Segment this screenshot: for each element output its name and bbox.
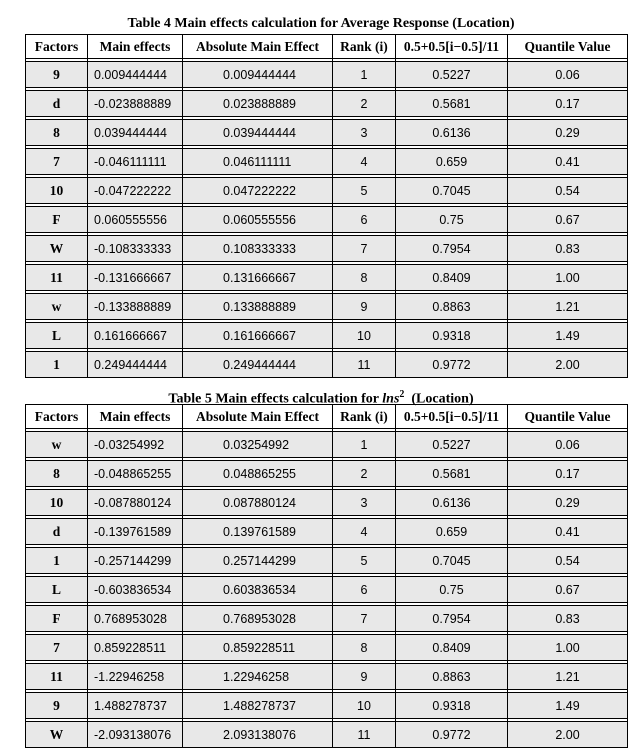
factor-cell: 7 — [26, 635, 88, 661]
quantile-value-cell: 0.41 — [508, 149, 628, 175]
rank-cell: 2 — [333, 461, 396, 487]
factor-cell: F — [26, 606, 88, 632]
formula-value-cell: 0.8863 — [396, 294, 508, 320]
rank-cell: 2 — [333, 91, 396, 117]
main-effect-cell: 0.161666667 — [88, 323, 183, 349]
quantile-value-cell: 0.17 — [508, 461, 628, 487]
absolute-main-effect-cell: 0.023888889 — [183, 91, 333, 117]
main-effect-cell: 0.009444444 — [88, 62, 183, 88]
rank-cell: 10 — [333, 323, 396, 349]
quantile-value-cell: 1.00 — [508, 265, 628, 291]
main-effect-cell: -0.087880124 — [88, 490, 183, 516]
main-effect-cell: 0.039444444 — [88, 120, 183, 146]
column-header-quantile-value: Quantile Value — [508, 35, 628, 59]
main-effect-cell: -1.22946258 — [88, 664, 183, 690]
table-4-body — [26, 59, 628, 378]
table-row — [26, 664, 628, 690]
formula-value-cell: 0.9318 — [396, 693, 508, 719]
factor-cell: L — [26, 577, 88, 603]
quantile-value-cell: 1.21 — [508, 294, 628, 320]
table-row — [26, 62, 628, 88]
factor-cell: L — [26, 323, 88, 349]
table-5-caption-prefix: Table 5 Main effects calculation for — [168, 391, 383, 407]
quantile-value-cell: 0.41 — [508, 519, 628, 545]
table-5-header-row — [26, 405, 628, 429]
formula-value-cell: 0.7954 — [396, 606, 508, 632]
absolute-main-effect-cell: 0.131666667 — [183, 265, 333, 291]
absolute-main-effect-cell: 0.060555556 — [183, 207, 333, 233]
rank-cell: 10 — [333, 693, 396, 719]
table-5-body — [26, 429, 628, 748]
quantile-value-cell: 0.17 — [508, 91, 628, 117]
formula-value-cell: 0.6136 — [396, 120, 508, 146]
formula-value-cell: 0.5227 — [396, 432, 508, 458]
formula-value-cell: 0.5227 — [396, 62, 508, 88]
main-effect-cell: 0.768953028 — [88, 606, 183, 632]
main-effect-cell: 0.249444444 — [88, 352, 183, 378]
table-5-caption-superscript: 2 — [399, 389, 405, 400]
main-effect-cell: -0.133888889 — [88, 294, 183, 320]
factor-cell: F — [26, 207, 88, 233]
absolute-main-effect-cell: 0.009444444 — [183, 62, 333, 88]
rank-cell: 7 — [333, 606, 396, 632]
rank-cell: 5 — [333, 178, 396, 204]
quantile-value-cell: 0.54 — [508, 548, 628, 574]
formula-value-cell: 0.5681 — [396, 461, 508, 487]
table-row — [26, 178, 628, 204]
rank-cell: 4 — [333, 519, 396, 545]
factor-cell: 8 — [26, 461, 88, 487]
absolute-main-effect-cell: 0.133888889 — [183, 294, 333, 320]
rank-cell: 1 — [333, 62, 396, 88]
absolute-main-effect-cell: 0.161666667 — [183, 323, 333, 349]
factor-cell: W — [26, 722, 88, 748]
main-effect-cell: -0.108333333 — [88, 236, 183, 262]
rank-cell: 1 — [333, 432, 396, 458]
column-header-formula: 0.5+0.5[i−0.5]/11 — [396, 35, 508, 59]
absolute-main-effect-cell: 2.093138076 — [183, 722, 333, 748]
table-5-caption-suffix: (Location) — [404, 391, 474, 407]
table-row — [26, 490, 628, 516]
absolute-main-effect-cell: 0.139761589 — [183, 519, 333, 545]
absolute-main-effect-cell: 0.03254992 — [183, 432, 333, 458]
absolute-main-effect-cell: 0.249444444 — [183, 352, 333, 378]
column-header-main-effects: Main effects — [88, 35, 183, 59]
rank-cell: 6 — [333, 207, 396, 233]
factor-cell: w — [26, 432, 88, 458]
formula-value-cell: 0.659 — [396, 149, 508, 175]
table-row — [26, 294, 628, 320]
column-header-formula: 0.5+0.5[i−0.5]/11 — [396, 405, 508, 429]
formula-value-cell: 0.9318 — [396, 323, 508, 349]
quantile-value-cell: 0.83 — [508, 606, 628, 632]
table-row — [26, 91, 628, 117]
table-row — [26, 265, 628, 291]
absolute-main-effect-cell: 0.768953028 — [183, 606, 333, 632]
absolute-main-effect-cell: 1.22946258 — [183, 664, 333, 690]
main-effect-cell: -0.046111111 — [88, 149, 183, 175]
table-row — [26, 693, 628, 719]
factor-cell: 8 — [26, 120, 88, 146]
main-effect-cell: 0.859228511 — [88, 635, 183, 661]
formula-value-cell: 0.6136 — [396, 490, 508, 516]
absolute-main-effect-cell: 0.257144299 — [183, 548, 333, 574]
quantile-value-cell: 1.49 — [508, 323, 628, 349]
factor-cell: 9 — [26, 62, 88, 88]
table-row — [26, 120, 628, 146]
absolute-main-effect-cell: 0.039444444 — [183, 120, 333, 146]
table-row — [26, 519, 628, 545]
factor-cell: 11 — [26, 265, 88, 291]
quantile-value-cell: 0.06 — [508, 62, 628, 88]
rank-cell: 5 — [333, 548, 396, 574]
main-effect-cell: 1.488278737 — [88, 693, 183, 719]
rank-cell: 6 — [333, 577, 396, 603]
column-header-rank: Rank (i) — [333, 405, 396, 429]
column-header-factors: Factors — [26, 35, 88, 59]
factor-cell: d — [26, 519, 88, 545]
quantile-value-cell: 0.06 — [508, 432, 628, 458]
formula-value-cell: 0.9772 — [396, 352, 508, 378]
quantile-value-cell: 2.00 — [508, 722, 628, 748]
absolute-main-effect-cell: 0.048865255 — [183, 461, 333, 487]
formula-value-cell: 0.659 — [396, 519, 508, 545]
table-4 — [25, 34, 628, 378]
rank-cell: 9 — [333, 664, 396, 690]
quantile-value-cell: 1.49 — [508, 693, 628, 719]
quantile-value-cell: 0.67 — [508, 207, 628, 233]
column-header-absolute-main-effect: Absolute Main Effect — [183, 35, 333, 59]
absolute-main-effect-cell: 0.046111111 — [183, 149, 333, 175]
factor-cell: 1 — [26, 352, 88, 378]
main-effect-cell: -0.03254992 — [88, 432, 183, 458]
absolute-main-effect-cell: 0.047222222 — [183, 178, 333, 204]
rank-cell: 8 — [333, 265, 396, 291]
table-row — [26, 323, 628, 349]
formula-value-cell: 0.8409 — [396, 265, 508, 291]
main-effect-cell: -0.603836534 — [88, 577, 183, 603]
rank-cell: 11 — [333, 722, 396, 748]
main-effect-cell: -0.131666667 — [88, 265, 183, 291]
column-header-factors: Factors — [26, 405, 88, 429]
quantile-value-cell: 0.29 — [508, 490, 628, 516]
absolute-main-effect-cell: 0.087880124 — [183, 490, 333, 516]
table-row — [26, 207, 628, 233]
table-5-caption-variable: lns — [382, 391, 400, 407]
quantile-value-cell: 0.54 — [508, 178, 628, 204]
absolute-main-effect-cell: 0.603836534 — [183, 577, 333, 603]
factor-cell: w — [26, 294, 88, 320]
formula-value-cell: 0.7045 — [396, 548, 508, 574]
table-row — [26, 352, 628, 378]
main-effect-cell: -0.047222222 — [88, 178, 183, 204]
table-row — [26, 548, 628, 574]
formula-value-cell: 0.75 — [396, 207, 508, 233]
column-header-quantile-value: Quantile Value — [508, 405, 628, 429]
table-row — [26, 577, 628, 603]
factor-cell: 7 — [26, 149, 88, 175]
formula-value-cell: 0.5681 — [396, 91, 508, 117]
factor-cell: 9 — [26, 693, 88, 719]
formula-value-cell: 0.8409 — [396, 635, 508, 661]
column-header-absolute-main-effect: Absolute Main Effect — [183, 405, 333, 429]
table-4-caption: Table 4 Main effects calculation for Average Response (Location) — [127, 16, 515, 31]
table-row — [26, 722, 628, 748]
rank-cell: 8 — [333, 635, 396, 661]
main-effect-cell: 0.060555556 — [88, 207, 183, 233]
table-row — [26, 149, 628, 175]
table-row — [26, 236, 628, 262]
absolute-main-effect-cell: 0.859228511 — [183, 635, 333, 661]
quantile-value-cell: 1.00 — [508, 635, 628, 661]
column-header-rank: Rank (i) — [333, 35, 396, 59]
quantile-value-cell: 0.29 — [508, 120, 628, 146]
quantile-value-cell: 0.67 — [508, 577, 628, 603]
formula-value-cell: 0.7045 — [396, 178, 508, 204]
absolute-main-effect-cell: 1.488278737 — [183, 693, 333, 719]
formula-value-cell: 0.8863 — [396, 664, 508, 690]
table-row — [26, 635, 628, 661]
rank-cell: 4 — [333, 149, 396, 175]
main-effect-cell: -0.048865255 — [88, 461, 183, 487]
factor-cell: 11 — [26, 664, 88, 690]
main-effect-cell: -2.093138076 — [88, 722, 183, 748]
main-effect-cell: -0.139761589 — [88, 519, 183, 545]
table-row — [26, 461, 628, 487]
rank-cell: 3 — [333, 490, 396, 516]
rank-cell: 11 — [333, 352, 396, 378]
rank-cell: 7 — [333, 236, 396, 262]
factor-cell: d — [26, 91, 88, 117]
table-5 — [25, 404, 628, 748]
table-row — [26, 606, 628, 632]
factor-cell: 1 — [26, 548, 88, 574]
quantile-value-cell: 0.83 — [508, 236, 628, 262]
quantile-value-cell: 2.00 — [508, 352, 628, 378]
table-4-header-row — [26, 35, 628, 59]
main-effect-cell: -0.257144299 — [88, 548, 183, 574]
table-row — [26, 432, 628, 458]
factor-cell: 10 — [26, 490, 88, 516]
factor-cell: W — [26, 236, 88, 262]
quantile-value-cell: 1.21 — [508, 664, 628, 690]
main-effect-cell: -0.023888889 — [88, 91, 183, 117]
formula-value-cell: 0.9772 — [396, 722, 508, 748]
rank-cell: 9 — [333, 294, 396, 320]
column-header-main-effects: Main effects — [88, 405, 183, 429]
formula-value-cell: 0.75 — [396, 577, 508, 603]
factor-cell: 10 — [26, 178, 88, 204]
absolute-main-effect-cell: 0.108333333 — [183, 236, 333, 262]
rank-cell: 3 — [333, 120, 396, 146]
formula-value-cell: 0.7954 — [396, 236, 508, 262]
